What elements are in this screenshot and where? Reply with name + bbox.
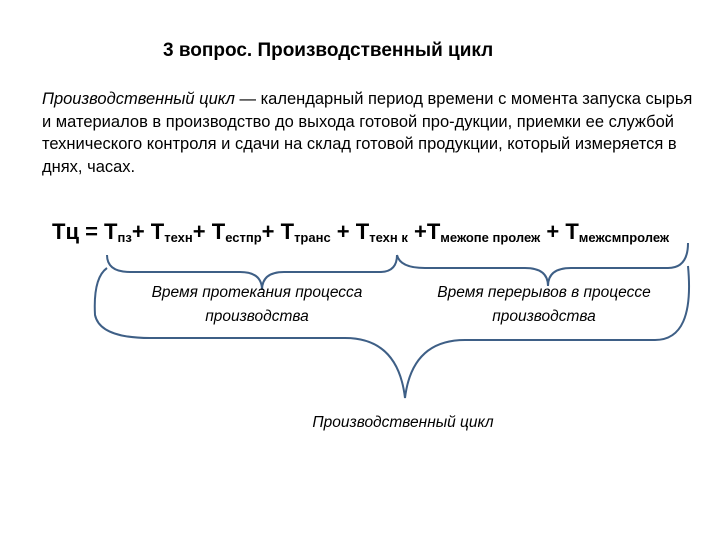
definition-term: Производственный цикл [42, 90, 235, 108]
formula-operator: + [407, 219, 427, 244]
formula-operator: + [330, 219, 356, 244]
break-time-brace [397, 243, 688, 286]
formula-term-estpr: $Т_{естпр}$ [211, 219, 262, 245]
formula-term-tekhn-k: $Т_{техн к}$ [355, 219, 408, 245]
definition-text: — календарный период времени с момента запуска сырья и материалов в производство до выхода готовой про-дукции, приемки ее службой технического контроля и сдачи на склад готовой продукции, который измеряется в днях, часах. [42, 90, 693, 176]
formula-term-tekhn: $Т_{техн}$ [150, 219, 193, 245]
cycle-label: Производственный цикл [312, 414, 494, 431]
formula-term-trans: $Т_{транс}$ [280, 219, 331, 245]
formula-operator: + [131, 219, 151, 244]
formula-lhs: Тц = [52, 219, 105, 244]
slide-title: 3 вопрос. Производственный цикл [163, 40, 494, 61]
formula-operator: + [192, 219, 212, 244]
formula-operator: + [261, 219, 281, 244]
formula-term-pz: $Т_{пз}$ [104, 219, 132, 245]
formula-term-mezhsm: $Т_{межсмпролеж}$ [565, 219, 670, 245]
process-time-label: Время протекания процесса производства [151, 284, 363, 325]
break-time-label: Время перерывов в процессе производства [437, 284, 651, 325]
formula-term-mezhope: $Т_{межопе пролеж}$ [426, 219, 541, 245]
formula-operator: + [540, 219, 566, 244]
